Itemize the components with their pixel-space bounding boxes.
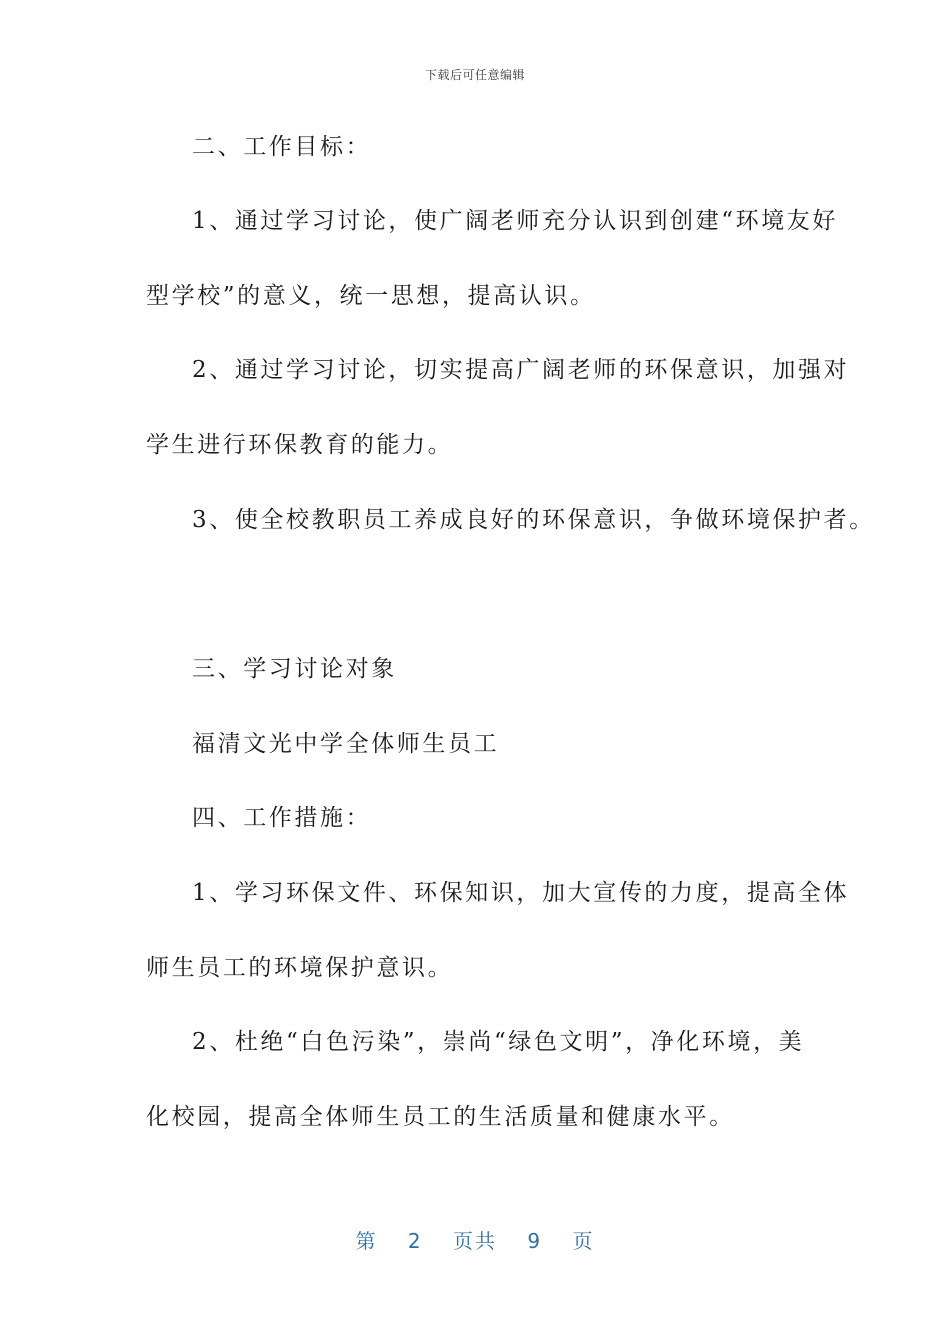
page-suffix: 页 — [572, 1229, 595, 1253]
paragraph-line: 1、通过学习讨论，使广阔老师充分认识到创建“环境友好 — [192, 208, 838, 234]
paragraph-line: 1、学习环保文件、环保知识，加大宣传的力度，提高全体 — [192, 880, 850, 906]
paragraph-line: 型学校”的意义，统一思想，提高认识。 — [146, 283, 596, 309]
header-note: 下载后可任意编辑 — [424, 68, 525, 82]
paragraph-line: 3、使全校教职员工养成良好的环保意识，争做环境保护者。 — [192, 507, 875, 533]
paragraph-line: 福清文光中学全体师生员工 — [192, 731, 500, 757]
page-prefix: 第 — [355, 1229, 378, 1253]
paragraph-line: 化校园，提高全体师生员工的生活质量和健康水平。 — [146, 1104, 735, 1130]
page-middle: 页共 — [453, 1229, 497, 1253]
page-current: 2 — [407, 1229, 423, 1253]
paragraph-line: 学生进行环保教育的能力。 — [146, 432, 454, 458]
paragraph-line: 师生员工的环境保护意识。 — [146, 955, 454, 981]
paragraph-line: 2、通过学习讨论，切实提高广阔老师的环保意识，加强对 — [192, 357, 850, 383]
section-heading-measures: 四、工作措施： — [192, 805, 372, 831]
page-footer — [0, 1225, 950, 1254]
section-heading-audience: 三、学习讨论对象 — [192, 656, 397, 682]
paragraph-line: 2、杜绝“白色污染”，崇尚“绿色文明”，净化环境，美 — [192, 1029, 805, 1055]
page-total: 9 — [527, 1229, 543, 1253]
section-heading-goals: 二、工作目标： — [192, 134, 372, 160]
